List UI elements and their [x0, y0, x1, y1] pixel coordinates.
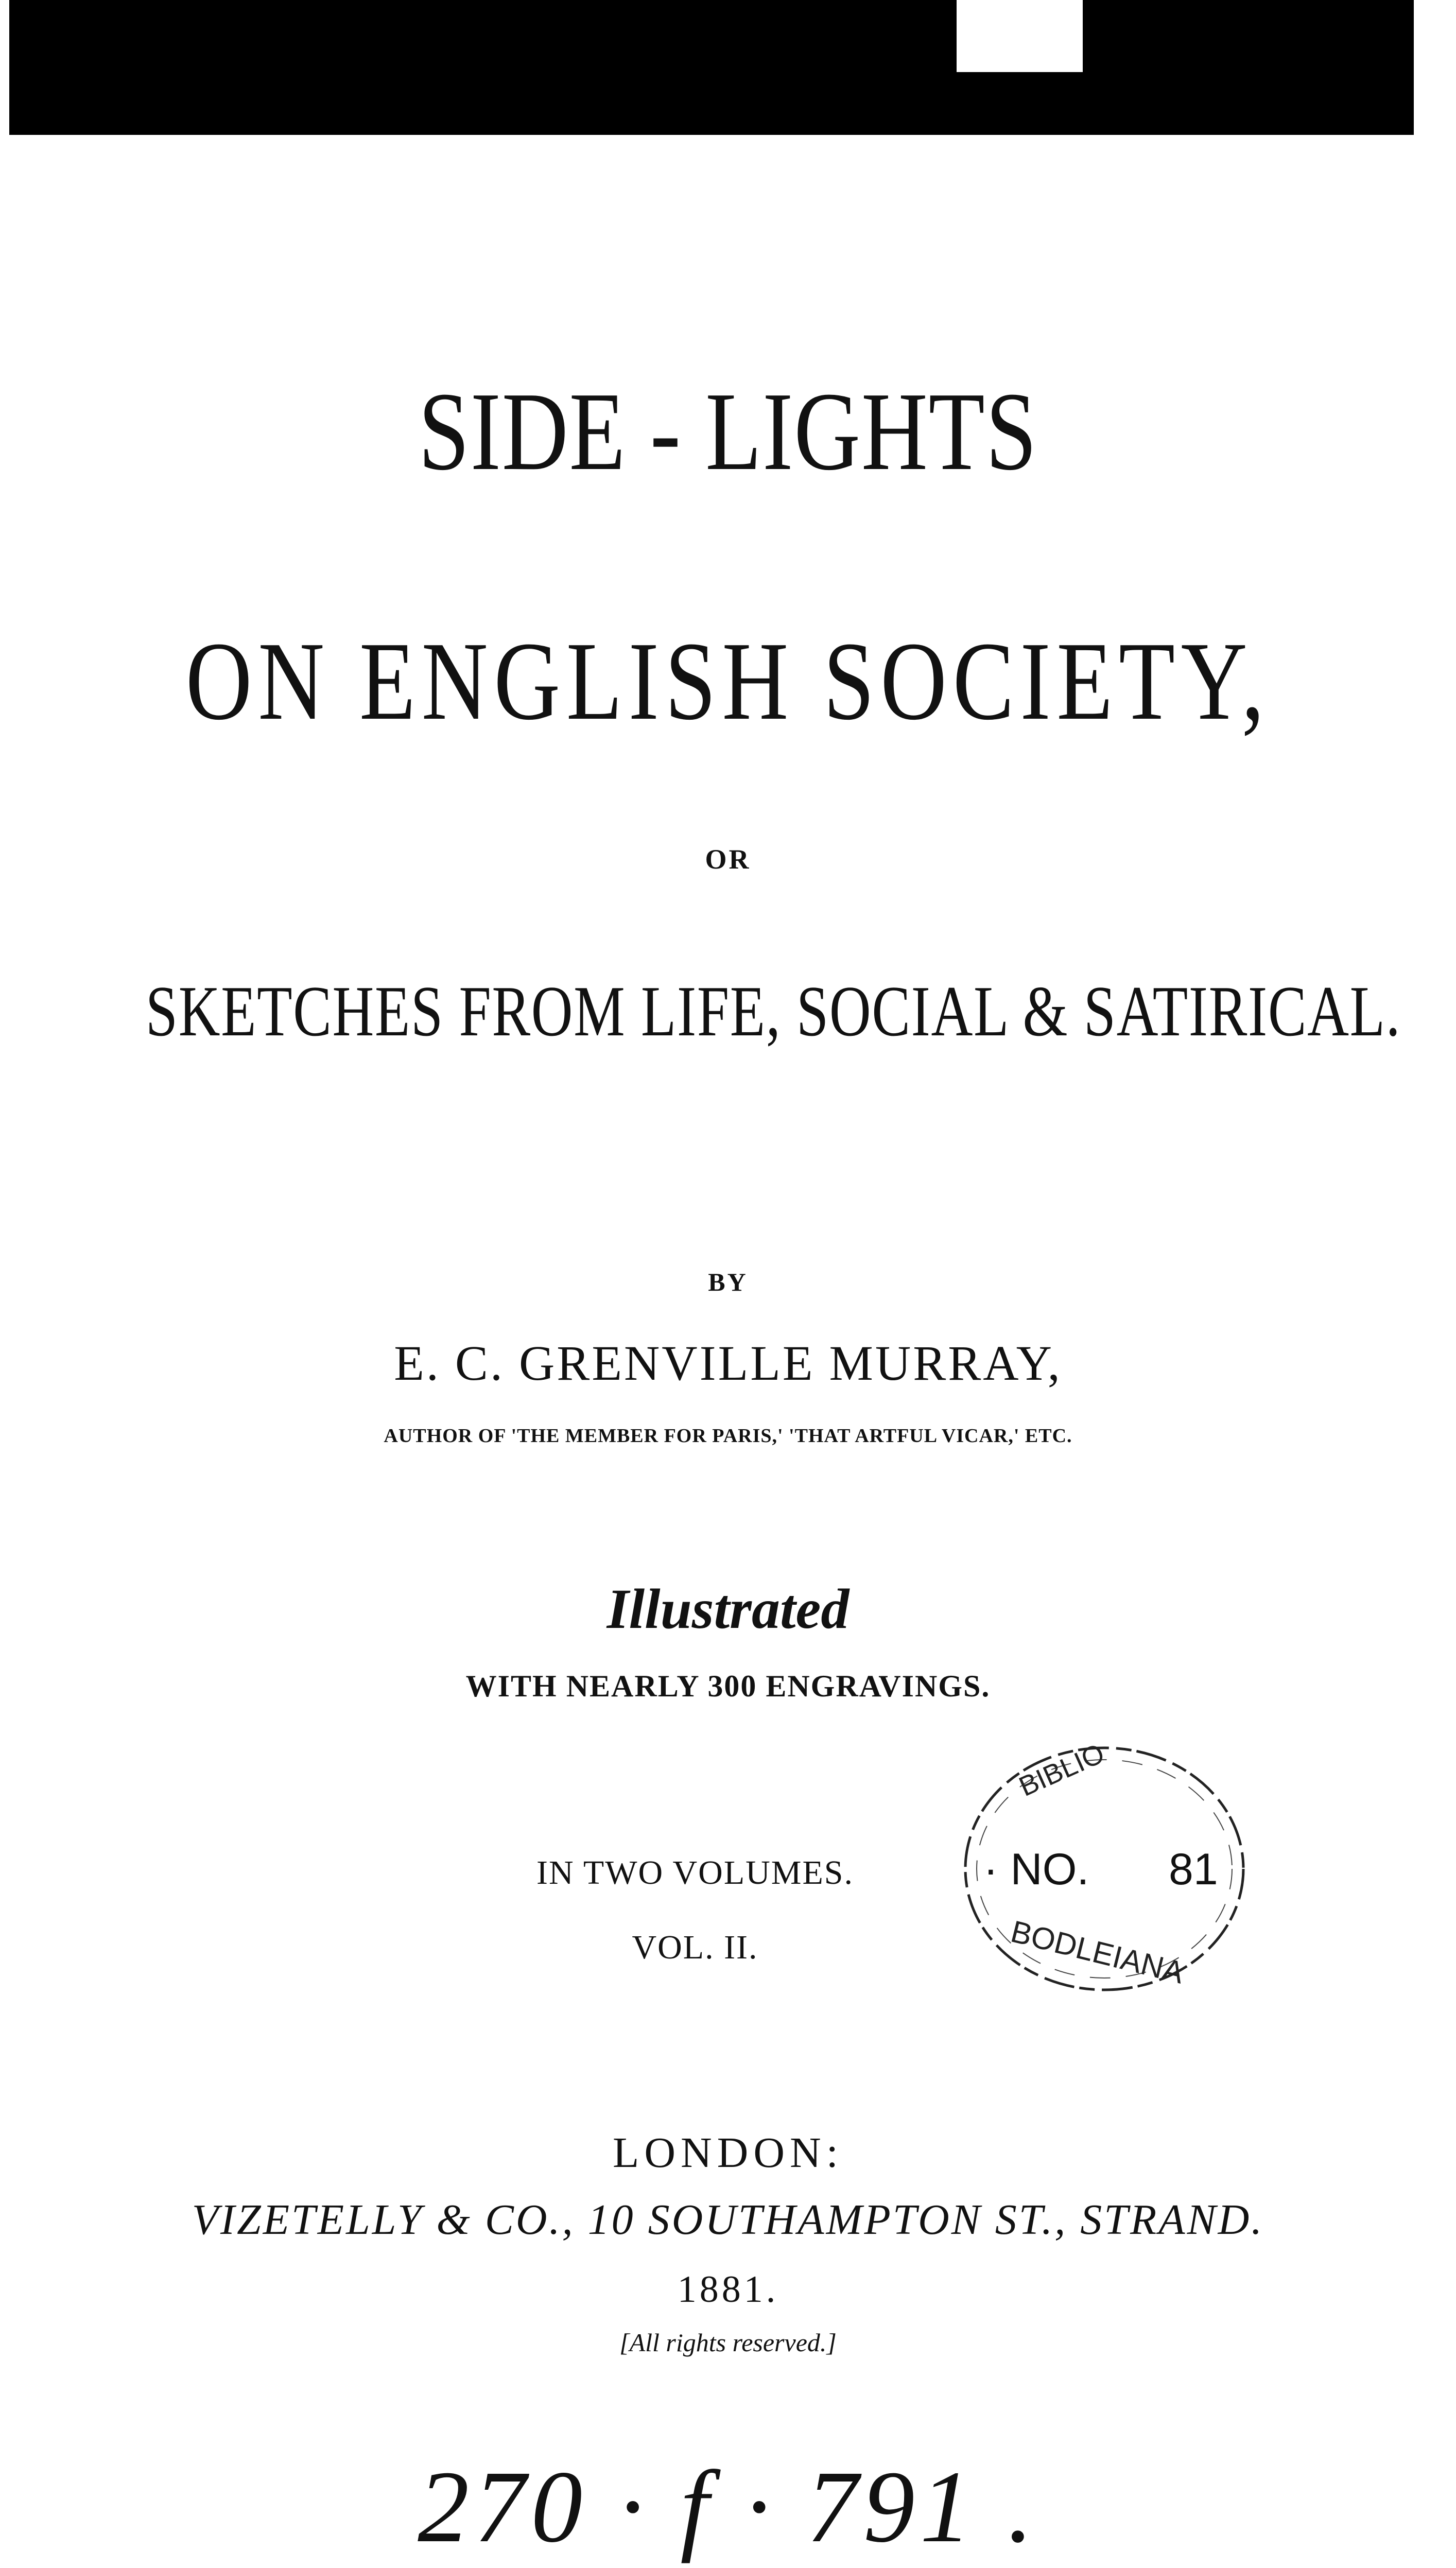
stamp-number-label: · NO. [983, 1845, 1089, 1894]
stamp-bottom-text: BODLEIANA [1007, 1914, 1188, 1990]
by-label: BY [708, 1268, 748, 1296]
volume-number: VOL. II. [632, 1929, 758, 1966]
stamp-top-text: BIBLIO [1014, 1738, 1109, 1802]
publication-place: LONDON: [613, 2129, 843, 2177]
title-conjunction: OR [705, 844, 751, 875]
scan-header-tab [957, 0, 1083, 72]
author-credits: AUTHOR OF 'THE MEMBER FOR PARIS,' 'THAT ARTFUL VICAR,' ETC. [384, 1425, 1072, 1447]
engravings-note: WITH NEARLY 300 ENGRAVINGS. [465, 1669, 991, 1703]
handwritten-shelfmark: 270 · f · 791 . [418, 2450, 1038, 2564]
volumes-line: IN TWO VOLUMES. [536, 1854, 854, 1892]
library-stamp [952, 1735, 1256, 2003]
title-line-1: SIDE - LIGHTS [418, 370, 1038, 494]
rights-notice: [All rights reserved.] [619, 2328, 837, 2357]
author-name: E. C. GRENVILLE MURRAY, [394, 1335, 1062, 1391]
publication-year: 1881. [677, 2268, 779, 2311]
publisher: VIZETELLY & CO., 10 SOUTHAMPTON ST., STRAND. [192, 2196, 1264, 2244]
stamp-number: 81 [1169, 1845, 1218, 1894]
scan-header-bar [9, 0, 1414, 135]
title-line-2: ON ENGLISH SOCIETY, [185, 619, 1271, 743]
illustrated-label: Illustrated [606, 1577, 850, 1640]
subtitle: SKETCHES FROM LIFE, SOCIAL & SATIRICAL. [145, 971, 1401, 1051]
